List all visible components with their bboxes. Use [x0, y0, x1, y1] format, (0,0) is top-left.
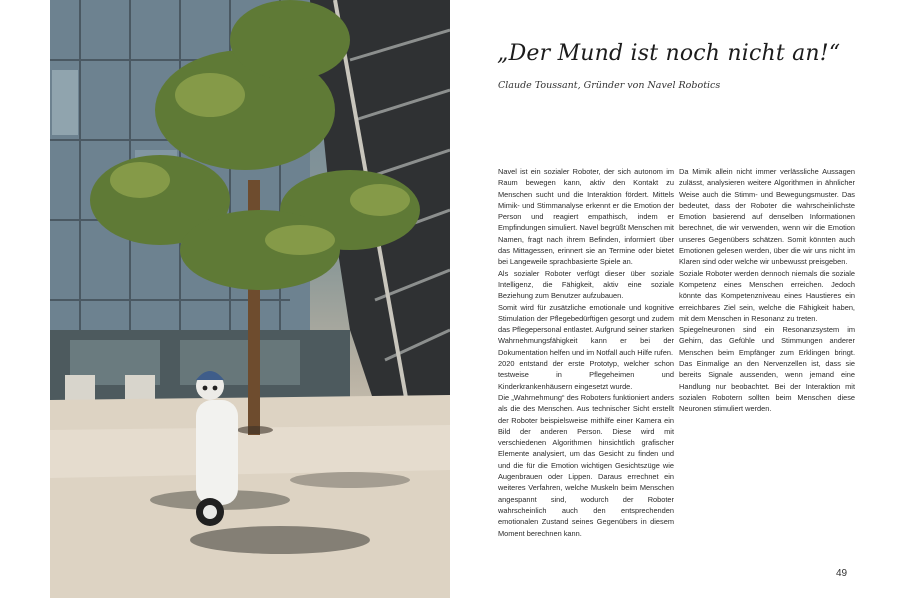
- paragraph: Die „Wahrnehmung“ des Roboters funktioniert anders als die des Menschen. Aus technischer Sicht erstellt der Roboter beispielsweise mithilfe einer Kamera ein Bild der anderen Person. Diese wird mit verschiedenen Algorithmen hinsichtlich grafischer Elemente analysiert, um das Gesicht zu finden und und die für die Emotion wichtigen Gesichtszüge wie Augenbrauen oder Lippen. Daraus errechnet ein weiteres Verfahren, welche Muskeln beim Menschen angespannt sind, wodurch der Roboter wahrscheinlich auch den entsprechenden emotionalen Zustand seines Gegenübers in diesem Moment berechnen kann.: [498, 392, 674, 538]
- paragraph: Da Mimik allein nicht immer verlässliche Aussagen zulässt, analysieren weitere Algorithmen in ähnlicher Weise auch die Stimm- und Bewegungsmuster. Das bedeutet, dass der Roboter die wahrscheinlichste Emotion basierend auf denselben Informationen berechnet, die wir verwenden, wenn wir die Emotion unseres Gegenübers schätzen. Somit könnten auch Emotionen gelesen werden, über die wir uns nicht im Klaren sind oder welche wir unbewusst preisgeben.: [679, 167, 855, 267]
- quote-attribution: Claude Toussant, Gründer von Navel Robotics: [498, 80, 721, 91]
- text-column-right: [679, 166, 855, 415]
- text-column-left: [498, 166, 674, 539]
- paragraph: Somit wird für zusätzliche emotionale und kognitive Stimulation der Pflegebedürftigen gesorgt und zudem das Pflegepersonal entlastet. Aufgrund seiner starken Wahrnehmungsfähigkeit kann er bei der Dokumentation helfen und im Notfall auch Hilfe rufen.: [498, 302, 674, 357]
- paragraph: Als sozialer Roboter verfügt dieser über soziale Intelligenz, die Fähigkeit, aktiv eine soziale Beziehung zum Benutzer aufzubauen.: [498, 268, 674, 301]
- page-number: 49: [836, 568, 848, 579]
- paragraph: Soziale Roboter werden dennoch niemals die soziale Kompetenz eines Menschen erreichen. Jedoch könnte das Kompetenzniveau eines Haustieres ein erreichbares Ziel sein, welche die Fähigkeit haben, mit dem Menschen in Resonanz zu treten.: [679, 268, 855, 323]
- paragraph: Spiegelneuronen sind ein Resonanzsystem im Gehirn, das Gefühle und Stimmungen anderer Menschen beim Empfänger zum Erklingen bringt. Das Einmalige an den Nervenzellen ist, dass sie bereits Signale aussenden, wenn jemand eine Handlung nur beobachtet. Bei der Interaktion mit sozialen Robotern sollten beim Menschen diese Neuronen stimuliert werden.: [679, 325, 855, 414]
- photo-icon: [50, 0, 450, 598]
- paragraph: 2020 entstand der erste Prototyp, welcher schon testweise in Pflegeheimen und Kinderkrankenhäusern eingesetzt wurde.: [498, 359, 674, 391]
- page-headline: „Der Mund ist noch nicht an!“: [497, 41, 841, 66]
- robot-photo: [50, 0, 450, 598]
- paragraph: Navel ist ein sozialer Roboter, der sich autonom im Raum bewegen kann, aktiv den Kontakt zu Menschen sucht und die Interaktion fördert. Mittels Mimik- und Stimmanalyse erkennt er die Emotion der Person und reagiert empathisch, indem er Empfindungen simuliert. Navel begrüßt Menschen mit Namen, fragt nach ihrem Befinden, informiert über das Mittagessen, erinnert sie an Termine oder bietet bei Langeweile sprachbasierte Spiele an.: [498, 167, 674, 267]
